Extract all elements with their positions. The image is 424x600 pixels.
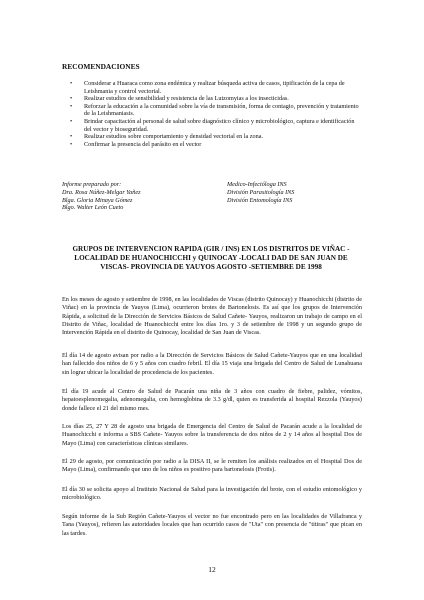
page-number: 12 [208,565,216,574]
informe-label: Informe preparado por: [62,181,122,188]
list-item: • Realizar estudios sobre comportamiento y densidad vectorial en la zona. [62,133,362,141]
recommendations-title: RECOMENDACIONES [62,62,140,71]
paragraph: Según informe de la Sub Región Cañete-Yauyos el vector no fue encontrado pero en las localidades de Villafranca y Tana (Yauyos), refieren las autoridades locales que han ocurrido casos de "Uta" con presencia de "titiras" que pican en las tardes. [62,513,362,537]
recommendations-list [62,80,362,148]
author-row [62,204,362,212]
paragraph: En los meses de agosto y setiembre de 1998, en las localidades de Viscas (distrito Quinocay) y Huanochicchi (distrito de Viñac) en la provincia de Yauyos (Lima), ocurrieron brotes de Bartonelosis. Es así que los grupos de Intervención Rápida, a solicitud de la Dirección de Servicios Básicos de Salud Cañete- Yauyos, realizaron un trabajo de campo en el Distrito de Viñac, localidad de Huanochicchi entre los días 1ro. y 3 de setiembre de 1998 y un segundo grupo de Intervención Rápida en el distrito de Quinocay, localidad de San Juan de Viscas. [62,296,362,337]
author-row [62,197,362,205]
section-heading: GRUPOS DE INTERVENCION RAPIDA (GIR / INS) EN LOS DISTRITOS DE VIÑAC - LOCALIDAD DE HUANOCHICCHI y QUINOCAY -LOCALI DAD DE SAN JUAN DE VISCAS- PROVINCIA DE YAUYOS AGOSTO -SETIEMBRE DE 1998 [72,245,350,272]
list-item: • Considerar a Huaraca como zona endémica y realizar búsqueda activa de casos, tipificación de la cepa de Leishmania y control vectorial. [62,80,362,95]
informe-label-right: Medico-Infectóloga INS [227,181,287,188]
paragraph: El día 19 acude al Centro de Salud de Pacarán una niña de 3 años con cuadro de fiebre, palidez, vómitos, hepatoesplenomegalia, adenomegalia, con hemoglobina de 3.3 g/dl, quien es transferida al hospital Rezzola (Yauyos) donde fallece el 21 del mismo mes. [62,388,362,412]
author-name: Blgo. Walter León Cueto [62,204,124,212]
list-item: • Reforzar la educación a la comunidad sobre la vía de transmisión, forma de contagio, prevención y tratamiento de la Leishmaniasis. [62,103,362,118]
list-item: • Realizar estudios de sensibilidad y resistencia de las Lutzomyias a los insecticidas. [62,95,362,103]
author-name: Dra. Rosa Núñez-Melgar Yañez [62,188,141,196]
author-name: Blga. Gloria Minaya Gómez [62,196,133,204]
author-unit: División Entomología INS [227,196,293,204]
author-unit: División Parasitología INS [227,188,295,196]
list-item: • Confirmar la presencia del parásito en el vector [62,141,362,149]
paragraph: El día 14 de agosto avisan por radio a la Dirección de Servicios Básicos de Salud Cañete-Yauyos que en una localidad han fallecido dos niños de 6 y 5 años con cuadro febril. El día 15 viaja una brigada del Centro de Salud de Lunahuana sin lograr ubicar la localidad de procedencia de los pacientes. [62,352,362,376]
paragraph: El 29 de agosto, por comunicación por radio a la DISA II, se le remiten los análisis realizados en el Hospital Dos de Mayo (Lima), confirmando que uno de los niños es positivo para bartonelosis (Frotis). [62,458,362,474]
paragraph: El día 30 se solicita apoyo al Instituto Nacional de Salud para la investigación del brote, con el estudio entomológico y microbiológico. [62,486,362,502]
informe-header-row [62,181,362,189]
paragraph: Los días 25, 27 Y 28 de agosto una brigada de Emergencia del Centro de Salud de Pacarán acude a la localidad de Huanochicchi e informa a SBS Cañete- Yauyos sobre la transferencia de dos niños de 2 y 14 años al hospital Dos de Mayo (Lima) con características clínicas similares. [62,423,362,447]
informe-block [62,181,362,212]
list-item: • Brindar capacitación al personal de salud sobre diagnóstico clínico y microbiológico, captura e identificación del vector y bioseguridad. [62,118,362,133]
author-row [62,189,362,197]
author-unit [227,204,362,212]
